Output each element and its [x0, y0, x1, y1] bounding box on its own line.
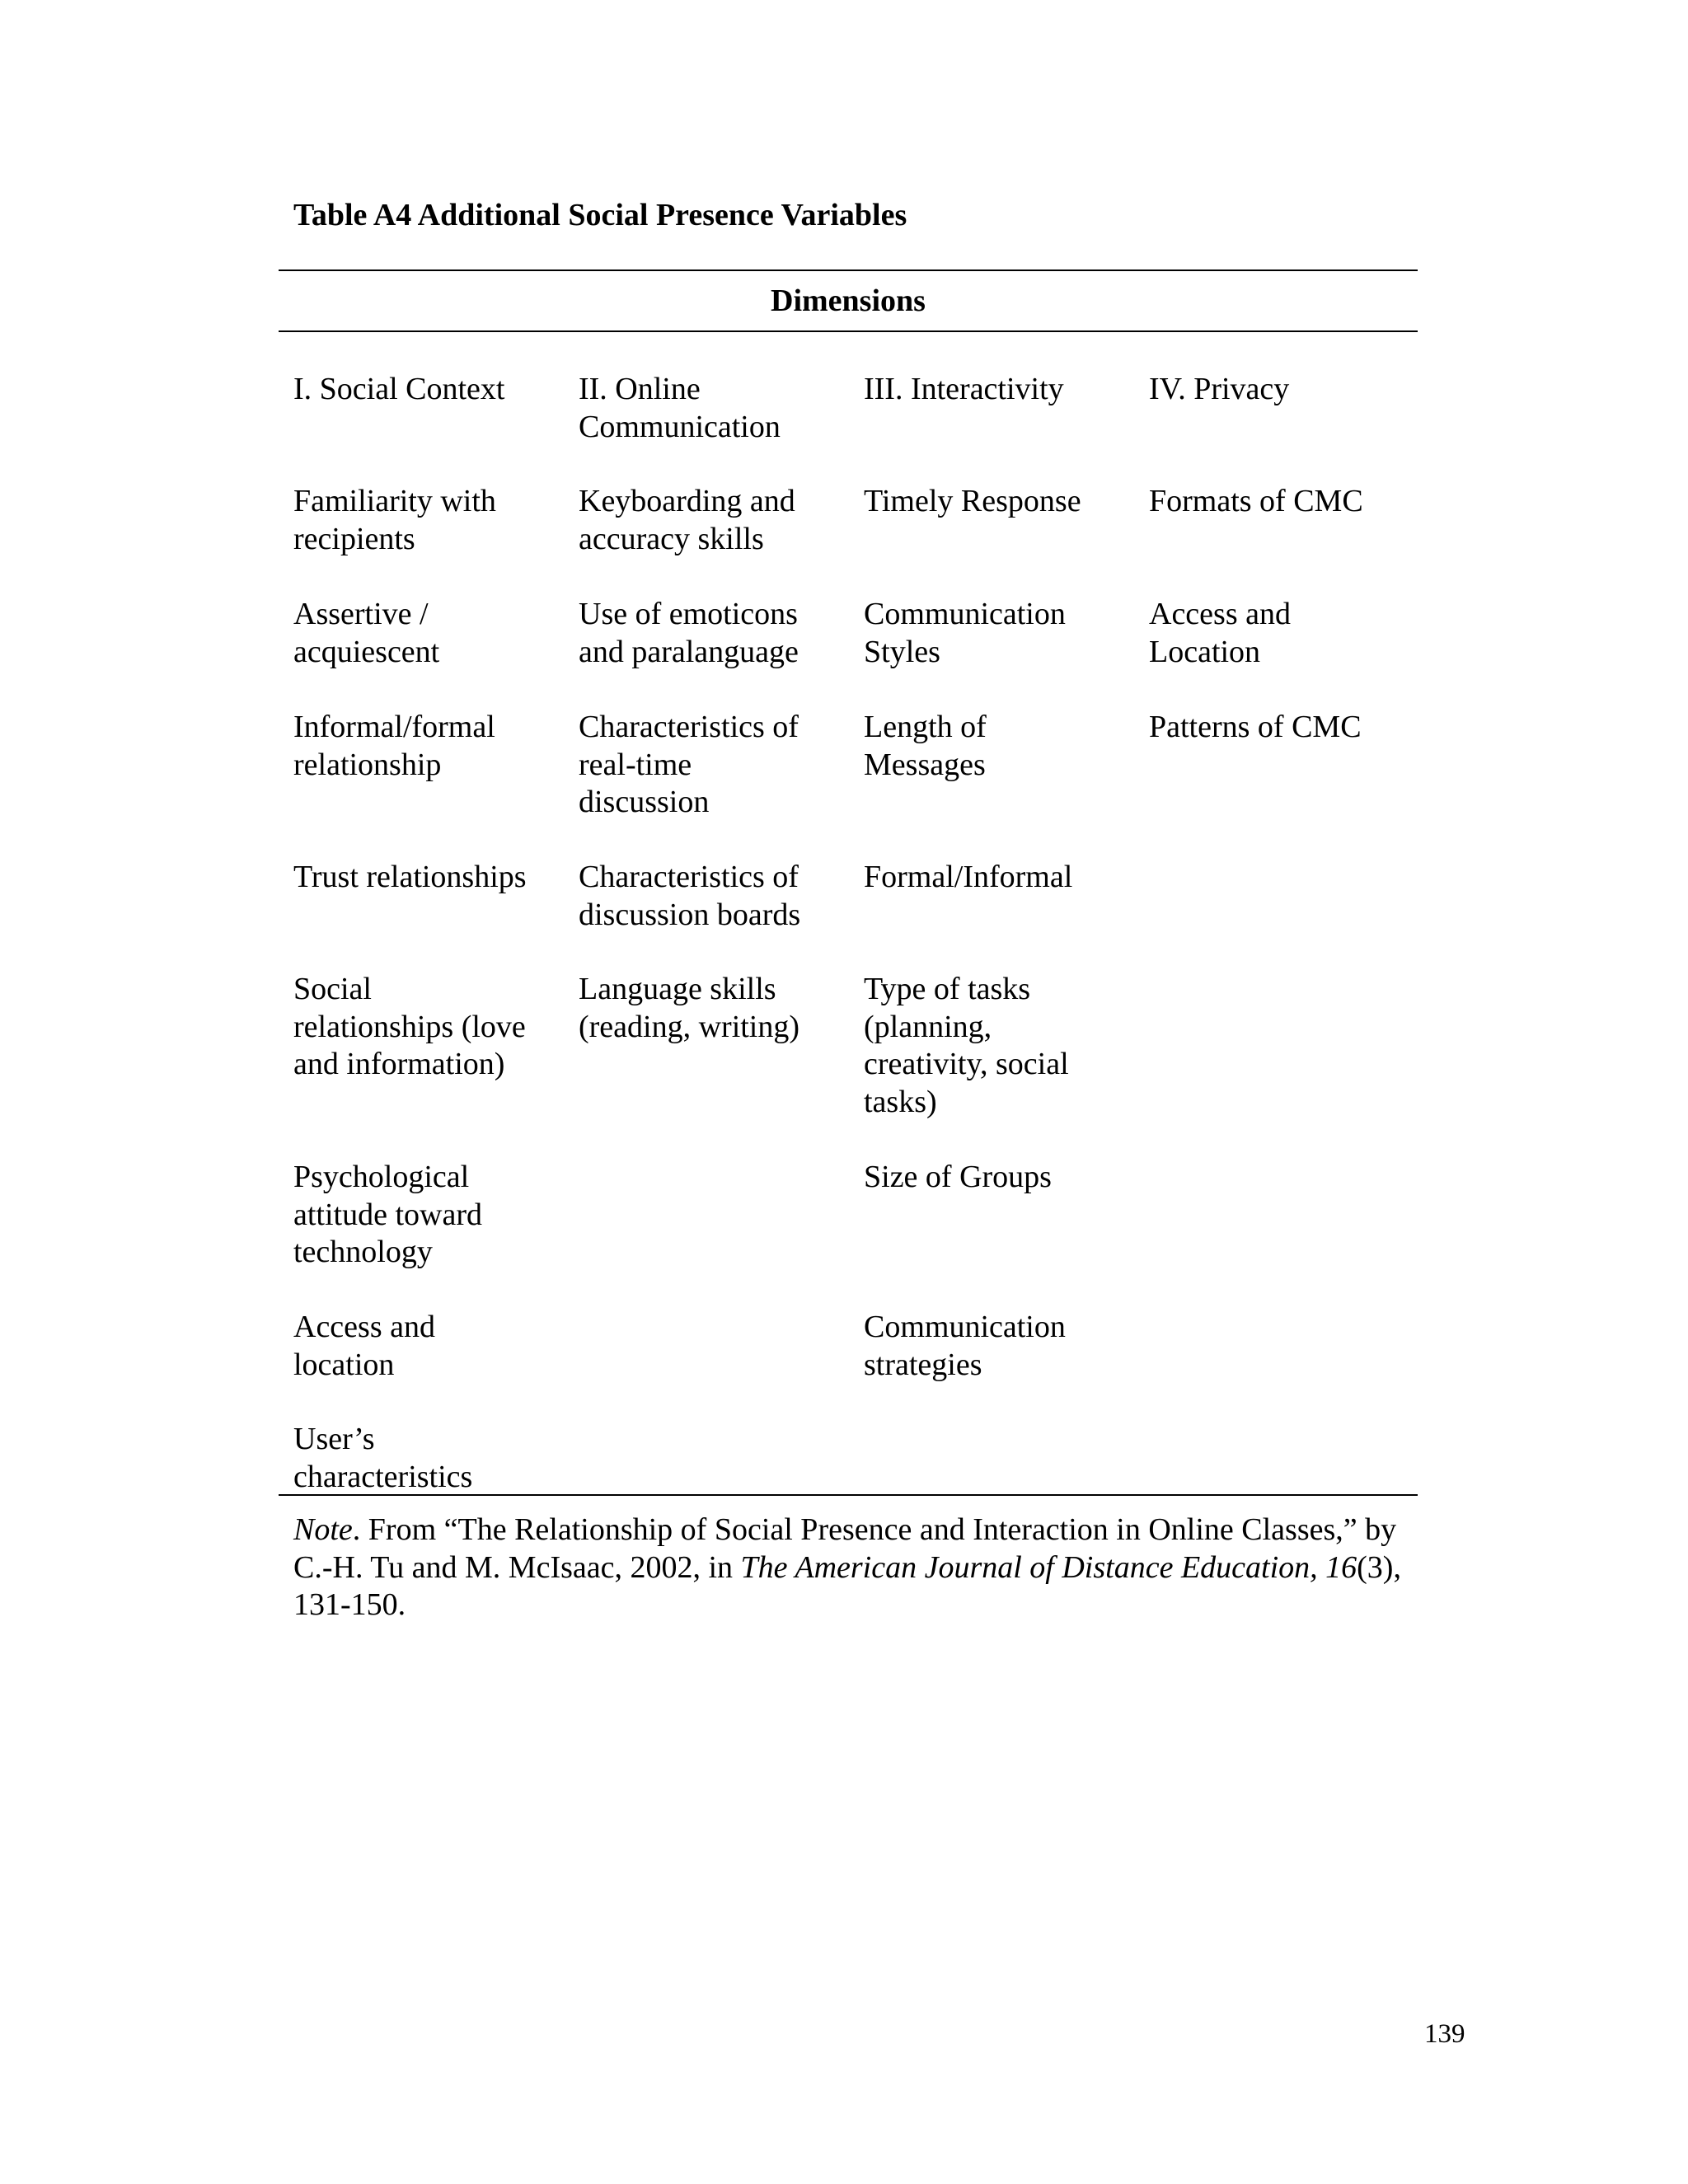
table-cell [1149, 1421, 1446, 1503]
table-bottom-rule [279, 1494, 1418, 1496]
table-cell: Formal/Informal [864, 860, 1073, 894]
table-cell: Characteristics of real-time discussion [579, 710, 799, 819]
table-row [293, 596, 1447, 709]
table-header-rule [279, 330, 1418, 332]
table-note [293, 1511, 1464, 1624]
table-cell: Characteristics of discussion boards [579, 860, 801, 932]
table-cell: Trust relationships [293, 860, 527, 894]
table-row [293, 1421, 1447, 1503]
note-line-1: Note. From “The Relationship of Social Presence and Interaction in Online Classes,” by [293, 1512, 1397, 1547]
column-header-row [293, 371, 1447, 446]
table-row [293, 971, 1447, 1159]
table-cell [1149, 971, 1446, 1159]
dimensions-heading: Dimensions [771, 284, 926, 318]
table-cell: Type of tasks (planning, creativity, social tasks) [864, 972, 1069, 1119]
column-header-online-communication: II. Online Communication [579, 372, 781, 444]
table-row [293, 709, 1447, 859]
table-cell: Patterns of CMC [1149, 710, 1362, 744]
note-line-2: C.-H. Tu and M. McIsaac, 2002, in The American Journal of Distance Education, 16(3), [293, 1549, 1401, 1585]
table-cell: Timely Response [864, 484, 1081, 518]
table-cell: Access and Location [1149, 597, 1291, 669]
table-cell: Informal/formal relationship [293, 710, 495, 782]
note-line-3: 131-150. [293, 1587, 406, 1622]
table-cell: Length of Messages [864, 710, 987, 782]
table-cell: Social relationships (love and information) [293, 972, 526, 1081]
table-cell: Use of emoticons and paralanguage [579, 597, 799, 669]
table-cell: Familiarity with recipients [293, 484, 496, 556]
table-cell [579, 1309, 864, 1421]
table-cell [1149, 1309, 1446, 1421]
note-label: Note [293, 1512, 353, 1547]
page-number: 139 [1424, 2019, 1465, 2049]
table-row [293, 483, 1447, 596]
table-cell: Size of Groups [864, 1160, 1052, 1194]
table-cell: Assertive / acquiescent [293, 597, 440, 669]
page-title: Table A4 Additional Social Presence Variables [293, 198, 907, 232]
table-cell: Access and location [293, 1310, 435, 1382]
social-presence-table [293, 371, 1447, 1503]
table-cell: Keyboarding and accuracy skills [579, 484, 795, 556]
table-cell: Communication strategies [864, 1310, 1066, 1382]
table-cell [579, 1421, 864, 1503]
table-cell [864, 1421, 1149, 1503]
table-cell: Psychological attitude toward technology [293, 1160, 482, 1269]
column-header-interactivity: III. Interactivity [864, 372, 1064, 406]
table-row [293, 859, 1447, 971]
table-cell [1149, 859, 1446, 971]
table-cell: Language skills (reading, writing) [579, 972, 800, 1044]
table-row [293, 1159, 1447, 1309]
table-cell: Formats of CMC [1149, 484, 1363, 518]
table-cell [1149, 1159, 1446, 1309]
column-header-social-context: I. Social Context [293, 372, 505, 406]
table-cell [579, 1159, 864, 1309]
table-cell: Communication Styles [864, 597, 1066, 669]
table-top-rule [279, 269, 1418, 271]
table-cell: User’s characteristics [293, 1422, 473, 1494]
table-row [293, 1309, 1447, 1421]
column-header-privacy: IV. Privacy [1149, 372, 1290, 406]
journal-title: The American Journal of Distance Education, 16 [740, 1549, 1357, 1585]
